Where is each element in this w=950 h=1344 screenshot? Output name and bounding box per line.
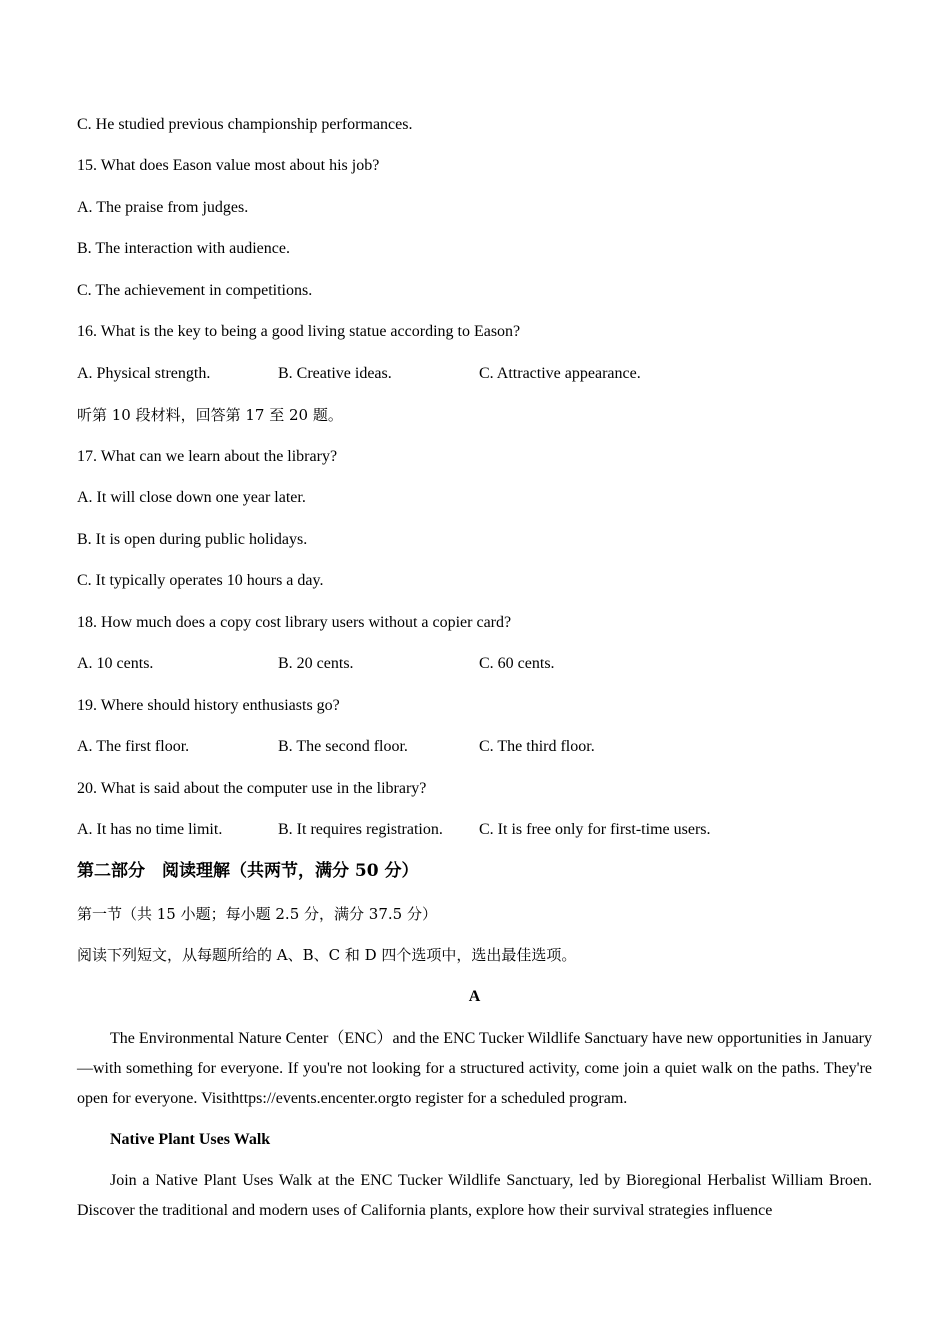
q19-option-a: A. The first floor. xyxy=(77,738,190,755)
subheading-native-plant-uses-walk: Native Plant Uses Walk xyxy=(110,1131,271,1148)
q19-option-c: C. The third floor. xyxy=(479,738,595,755)
q18-question: 18. How much does a copy cost library users without a copier card? xyxy=(77,614,512,631)
section10-instruction: 听第 10 段材料，回答第 17 至 20 题。 xyxy=(77,406,343,424)
passage-label: A xyxy=(468,988,481,1005)
q20-option-a: A. It has no time limit. xyxy=(77,821,223,838)
q19-option-b: B. The second floor. xyxy=(278,738,408,755)
q16-question: 16. What is the key to being a good living statue according to Eason? xyxy=(77,323,521,340)
intro-paragraph: The Environmental Nature Center（ENC）and the ENC Tucker Wildlife Sanctuary have new opportunities in January—with something for everyone. If you're not looking for a structured activity, come join a quiet walk on the paths. They're open for everyone. Visithttps://events.encenter.orgto register for a scheduled program. xyxy=(77,1030,872,1107)
q18-option-b: B. 20 cents. xyxy=(278,655,354,672)
q20-question: 20. What is said about the computer use in the library? xyxy=(77,780,427,797)
q20-option-b: B. It requires registration. xyxy=(278,821,443,838)
reading-part-title: 第二部分 阅读理解（共两节，满分 50 分） xyxy=(77,861,419,881)
q18-option-c: C. 60 cents. xyxy=(479,655,555,672)
reading-section-title: 第一节（共 15 小题；每小题 2.5 分，满分 37.5 分） xyxy=(77,905,437,923)
q17-option-c: C. It typically operates 10 hours a day. xyxy=(77,572,324,589)
q15-option-a: A. The praise from judges. xyxy=(77,199,249,216)
q17-question: 17. What can we learn about the library? xyxy=(77,448,338,465)
walk-paragraph: Join a Native Plant Uses Walk at the ENC Tucker Wildlife Sanctuary, led by Bioregional Herbalist William Broen. Discover the traditional and modern uses of California plants, explore how their survival strategies influence xyxy=(77,1172,872,1219)
q18-option-a: A. 10 cents. xyxy=(77,655,154,672)
q14-option-c: C. He studied previous championship performances. xyxy=(77,116,413,133)
q15-question: 15. What does Eason value most about his job? xyxy=(77,157,380,174)
q17-option-a: A. It will close down one year later. xyxy=(77,489,306,506)
q15-option-b: B. The interaction with audience. xyxy=(77,240,290,257)
reading-instruction: 阅读下列短文，从每题所给的 A、B、C 和 D 四个选项中，选出最佳选项。 xyxy=(77,946,577,964)
q15-option-c: C. The achievement in competitions. xyxy=(77,282,313,299)
q19-question: 19. Where should history enthusiasts go? xyxy=(77,697,340,714)
q20-option-c: C. It is free only for first-time users. xyxy=(479,821,711,838)
q17-option-b: B. It is open during public holidays. xyxy=(77,531,308,548)
q16-option-b: B. Creative ideas. xyxy=(278,365,392,382)
q16-option-c: C. Attractive appearance. xyxy=(479,365,641,382)
q16-option-a: A. Physical strength. xyxy=(77,365,211,382)
